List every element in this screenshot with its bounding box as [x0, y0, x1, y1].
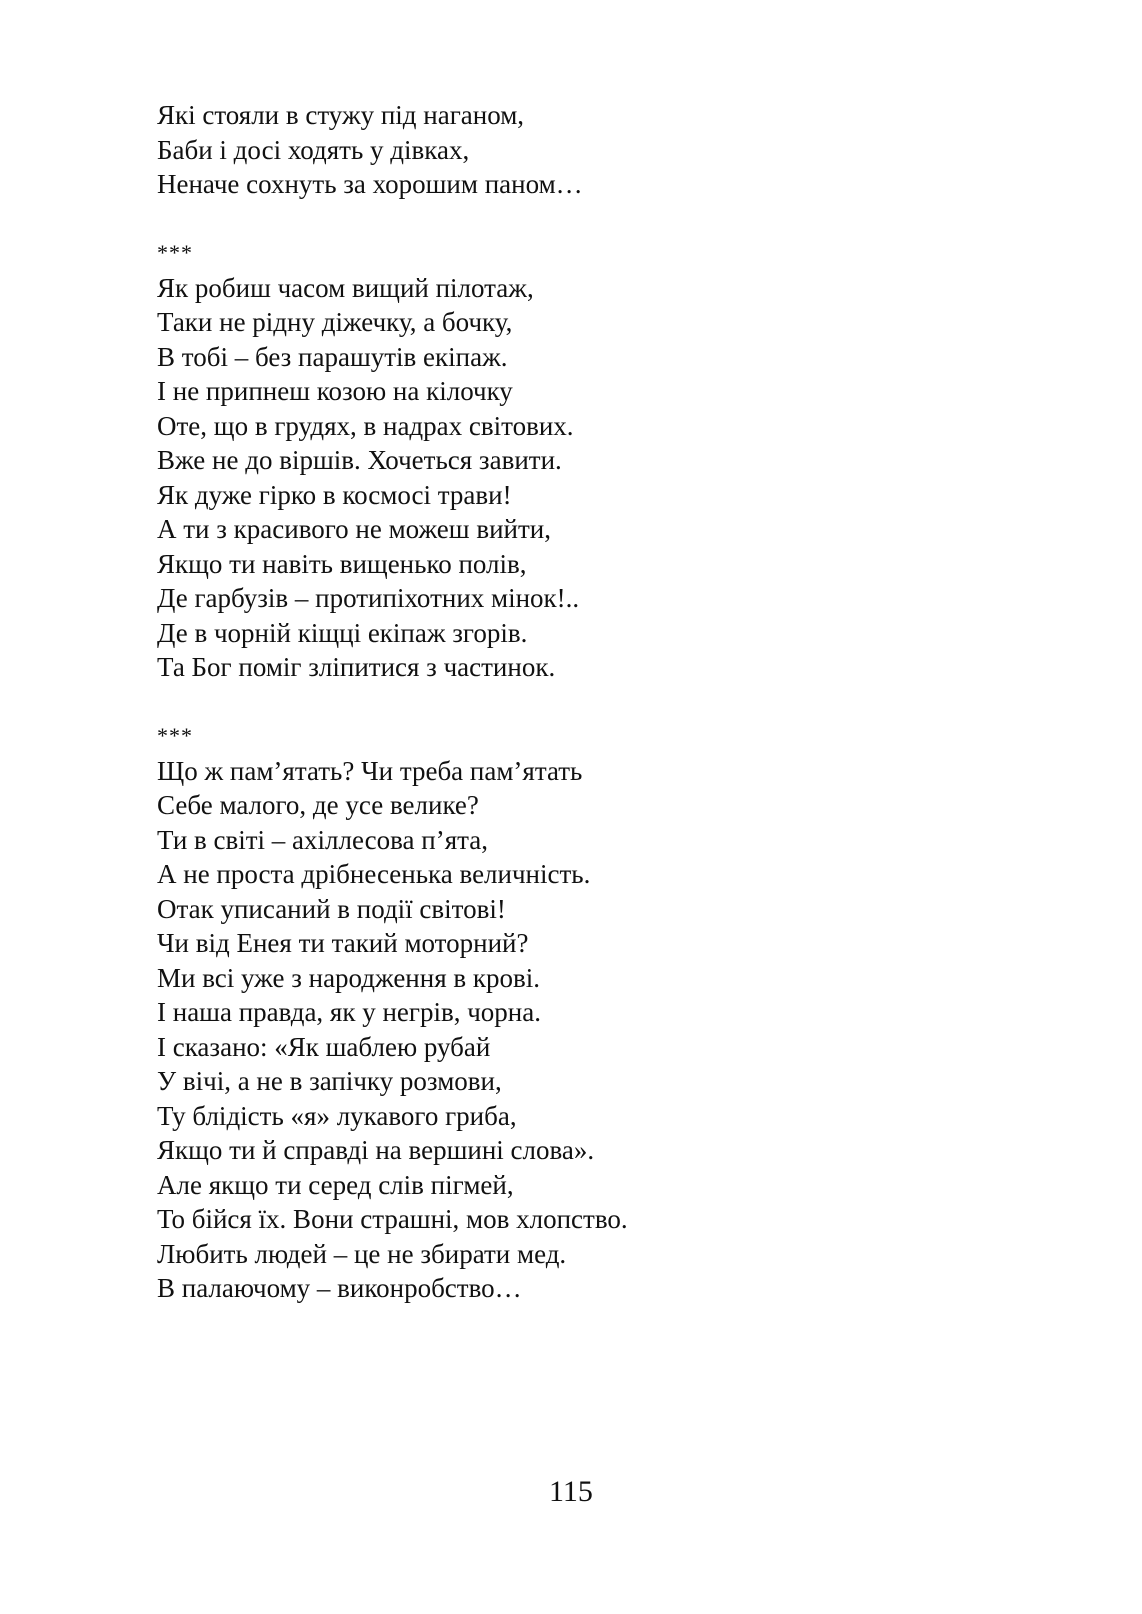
poem-line: А ти з красивого не можеш вийти,	[157, 514, 551, 544]
poem-line: І сказано: «Як шаблею рубай	[157, 1031, 491, 1062]
poem-line: Де гарбузів – протипіхотних мінок!..	[157, 583, 580, 613]
poem-2	[157, 236, 1057, 685]
poem-line: І не припнеш козою на кілочку	[157, 376, 513, 406]
poem-line: І наша правда, як у негрів, чорна.	[157, 997, 541, 1027]
stanza-gap	[157, 685, 1057, 720]
poem-line: Які стояли в стужу під наганом,	[157, 100, 525, 130]
poem-line: Оте, що в грудях, в надрах світових.	[157, 410, 574, 441]
poem-line: В тобі – без парашутів екіпаж.	[157, 341, 508, 372]
poem-text-block	[157, 98, 1057, 1306]
page-number: 115	[549, 1475, 593, 1508]
poem-line: То бійся їх. Вони страшні, мов хлопство.	[157, 1204, 628, 1234]
poem-line: Ми всі уже з народження в крові.	[157, 962, 540, 993]
poem-line: А не проста дрібнесенька величність.	[157, 859, 591, 889]
poem-line: Як дуже гірко в космосі трави!	[157, 479, 512, 510]
poem-line: Неначе сохнуть за хорошим паном…	[157, 169, 583, 199]
stanza-gap	[157, 202, 1057, 237]
poem-line: Себе малого, де усе велике?	[157, 790, 479, 820]
poem-line: Таки не рідну діжечку, а бочку,	[157, 307, 513, 337]
poem-line: Якщо ти навіть вищенько полів,	[157, 548, 527, 579]
poem-line: Чи від Енея ти такий моторний?	[157, 928, 529, 958]
poem-line: Але якщо ти серед слів пігмей,	[157, 1169, 514, 1200]
poem-line: Отак уписаний в події світові!	[157, 893, 506, 924]
poem-line: Баби і досі ходять у дівках,	[157, 134, 470, 165]
poem-line: Якщо ти й справді на вершині слова».	[157, 1135, 595, 1165]
poem-3	[157, 719, 1057, 1306]
poem-line: Де в чорній кіщці екіпаж згорів.	[157, 617, 528, 648]
poem-line: У вічі, а не в запічку розмови,	[157, 1066, 502, 1096]
poem-separator: ***	[157, 240, 193, 265]
poem-separator: ***	[157, 723, 193, 748]
poem-line: Вже не до віршів. Хочеться завити.	[157, 445, 562, 475]
poem-line: В палаючому – виконробство…	[157, 1273, 522, 1303]
poem-line: Ти в світі – ахіллесова п’ята,	[157, 824, 488, 855]
poem-line: Ту блідість «я» лукавого гриба,	[157, 1100, 517, 1131]
previous-poem-ending	[157, 98, 1057, 202]
poem-line: Як робиш часом вищий пілотаж,	[157, 272, 534, 303]
poem-line: Любить людей – це не збирати мед.	[157, 1238, 567, 1269]
poem-line: Що ж пам’ятать? Чи треба пам’ятать	[157, 755, 583, 786]
poem-line: Та Бог поміг зліпитися з частинок.	[157, 652, 556, 682]
